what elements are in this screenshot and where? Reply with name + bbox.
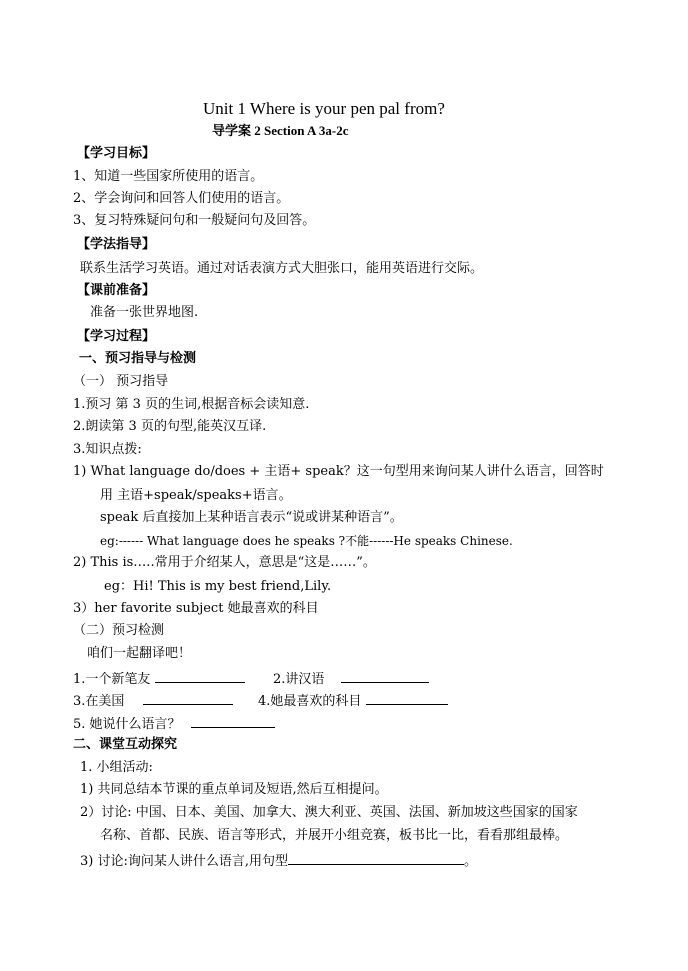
activity-item: 名称、首都、民族、语言等形式，并展开小组竞赛，板书比一比，看看那组最棒。 bbox=[100, 828, 569, 843]
page-title: Unit 1 Where is your pen pal from? bbox=[203, 99, 445, 118]
page-subtitle: 导学案 2 Section A 3a-2c bbox=[212, 123, 349, 138]
question-label: 4.她最喜欢的科目 bbox=[258, 694, 362, 709]
activity-item: 2）讨论: 中国、日本、美国、加拿大、澳大利亚、英国、法国、新加坡这些国家的国家 bbox=[80, 805, 578, 820]
goal-item: 3、复习特殊疑问句和一般疑问句及回答。 bbox=[73, 213, 316, 228]
answer-blank[interactable] bbox=[288, 852, 464, 865]
point1-line: speak 后直接加上某种语言表示“说或讲某种语言”。 bbox=[100, 510, 403, 525]
step-item: 1.预习 第 3 页的生词,根据音标会读知意. bbox=[73, 397, 310, 412]
activity-heading: 1. 小组活动: bbox=[80, 760, 153, 775]
answer-blank[interactable] bbox=[143, 692, 233, 705]
point2-example: eg：Hi! This is my best friend,Lily. bbox=[104, 579, 332, 594]
activity-item: 1) 共同总结本节课的重点单词及短语,然后互相提问。 bbox=[80, 782, 388, 797]
activity-item bbox=[80, 852, 477, 868]
question-1 bbox=[73, 670, 245, 686]
question-label: 5. 她说什么语言？ bbox=[73, 717, 181, 732]
activity-end: 。 bbox=[464, 854, 478, 869]
part2-heading: 二、课堂互动探究 bbox=[73, 737, 178, 752]
point2-line: 2) This is…..常用于介绍某人，意思是“这是……”。 bbox=[73, 555, 376, 570]
process-heading: 【学习过程】 bbox=[77, 329, 156, 344]
translate-intro: 咱们一起翻译吧！ bbox=[87, 646, 192, 661]
prep-heading: 【课前准备】 bbox=[77, 283, 156, 298]
step-item: 3.知识点拨: bbox=[73, 442, 142, 457]
activity-label: 3) 讨论:询问某人讲什么语言,用句型 bbox=[80, 854, 288, 869]
question-4 bbox=[258, 692, 448, 708]
question-3 bbox=[73, 692, 233, 708]
goal-item: 1、知道一些国家所使用的语言。 bbox=[73, 169, 264, 184]
method-heading: 【学法指导】 bbox=[77, 237, 156, 252]
step-item: 2.朗读第 3 页的句型,能英汉互译. bbox=[73, 419, 267, 434]
goals-heading: 【学习目标】 bbox=[77, 146, 156, 161]
goal-item: 2、学会询问和回答人们使用的语言。 bbox=[73, 191, 290, 206]
question-label: 3.在美国 bbox=[73, 694, 125, 709]
point1-line: 1) What language do/does + 主语+ speak？这一句型用来询问某人讲什么语言，回答时 bbox=[73, 464, 604, 479]
question-2 bbox=[273, 670, 429, 686]
answer-blank[interactable] bbox=[191, 715, 275, 728]
question-label: 1.一个新笔友 bbox=[73, 672, 151, 687]
part1-heading: 一、预习指导与检测 bbox=[79, 351, 197, 366]
prep-text: 准备一张世界地图. bbox=[90, 305, 199, 320]
question-5 bbox=[73, 715, 275, 731]
answer-blank[interactable] bbox=[155, 670, 245, 683]
sub1-heading: （一） 预习指导 bbox=[73, 374, 169, 389]
point3-line: 3）her favorite subject 她最喜欢的科目 bbox=[73, 601, 319, 616]
sub2-heading: （二）预习检测 bbox=[73, 623, 165, 638]
answer-blank[interactable] bbox=[366, 692, 448, 705]
method-text: 联系生活学习英语。通过对话表演方式大胆张口，能用英语进行交际。 bbox=[80, 261, 484, 276]
point1-line: 用 主语+speak/speaks+语言。 bbox=[100, 488, 292, 503]
question-label: 2.讲汉语 bbox=[273, 672, 325, 687]
point1-example: eg:------ What language does he speaks ?不能------He speaks Chinese. bbox=[100, 534, 513, 548]
answer-blank[interactable] bbox=[341, 670, 429, 683]
